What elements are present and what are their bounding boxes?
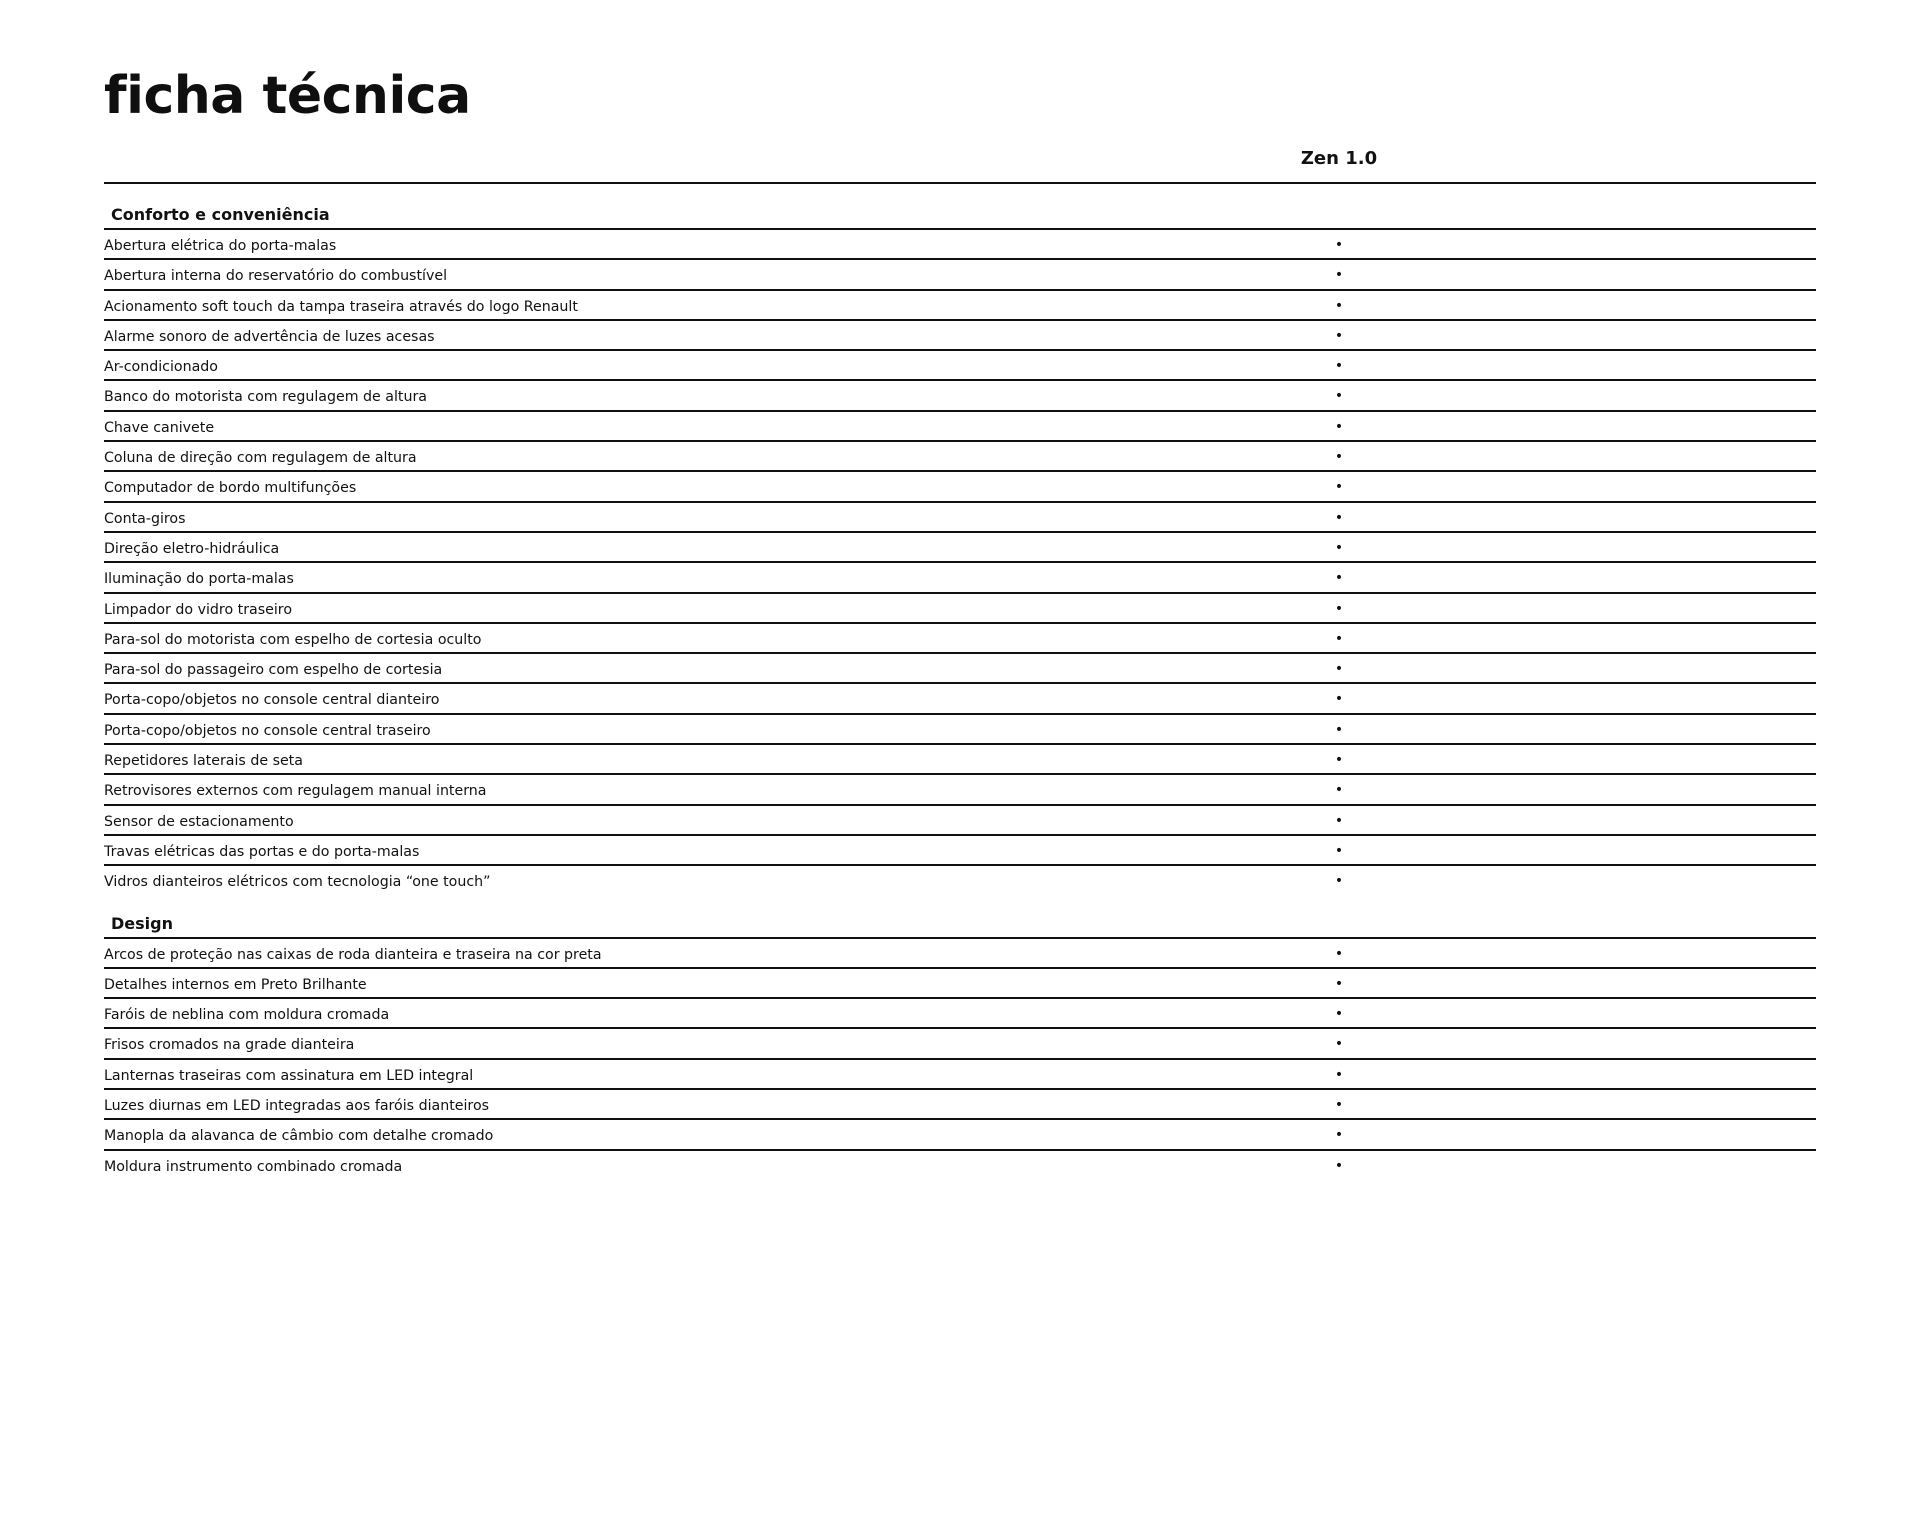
spec-row: [104, 291, 1816, 321]
spec-label: Retrovisores externos com regulagem manual interna: [104, 783, 487, 800]
spec-availability-bullet: •: [1334, 782, 1344, 799]
spec-label: Ar-condicionado: [104, 359, 218, 376]
spec-availability-bullet: •: [1334, 812, 1344, 829]
spec-availability-bullet: •: [1334, 1127, 1344, 1144]
spec-availability-bullet: •: [1334, 600, 1344, 617]
spec-availability-bullet: •: [1334, 237, 1344, 253]
spec-availability-bullet: •: [1334, 1066, 1344, 1083]
section-title: Conforto e conveniência: [104, 198, 1816, 230]
spec-availability-bullet: •: [1334, 873, 1344, 890]
spec-row: [104, 1029, 1816, 1059]
spec-label: Direção eletro-hidráulica: [104, 540, 280, 557]
spec-availability-bullet: •: [1334, 661, 1344, 678]
spec-row: [104, 715, 1816, 745]
spec-label: Alarme sonoro de advertência de luzes acesas: [104, 328, 435, 345]
spec-row: [104, 533, 1816, 563]
spec-section: [104, 907, 1816, 1179]
spec-availability-bullet: •: [1334, 570, 1344, 587]
spec-row: [104, 472, 1816, 502]
spec-label: Porta-copo/objetos no console central traseiro: [104, 722, 431, 739]
spec-label: Abertura elétrica do porta-malas: [104, 238, 337, 254]
spec-availability-bullet: •: [1334, 1036, 1344, 1053]
spec-row: [104, 1151, 1816, 1179]
spec-label: Abertura interna do reservatório do combustível: [104, 268, 448, 285]
spec-label: Detalhes internos em Preto Brilhante: [104, 976, 367, 993]
spec-label: Lanternas traseiras com assinatura em LED integral: [104, 1067, 474, 1084]
spec-row: [104, 594, 1816, 624]
spec-label: Arcos de proteção nas caixas de roda dianteira e traseira na cor preta: [104, 946, 602, 963]
spec-availability-bullet: •: [1334, 539, 1344, 556]
spec-availability-bullet: •: [1334, 1157, 1344, 1174]
spec-availability-bullet: •: [1334, 842, 1344, 859]
spec-row: [104, 684, 1816, 714]
spec-label: Moldura instrumento combinado cromada: [104, 1158, 403, 1175]
spec-row: [104, 563, 1816, 593]
spec-label: Conta-giros: [104, 510, 186, 527]
spec-row: [104, 230, 1816, 260]
spec-row: [104, 745, 1816, 775]
page-title: ficha técnica: [104, 66, 471, 126]
spec-label: Iluminação do porta-malas: [104, 571, 294, 588]
spec-label: Luzes diurnas em LED integradas aos faróis dianteiros: [104, 1098, 490, 1115]
spec-section: [104, 198, 1816, 895]
spec-row: [104, 624, 1816, 654]
spec-row: [104, 1090, 1816, 1120]
spec-row: [104, 412, 1816, 442]
spec-label: Manopla da alavanca de câmbio com detalhe cromado: [104, 1128, 494, 1145]
spec-availability-bullet: •: [1334, 418, 1344, 435]
spec-row: [104, 775, 1816, 805]
spec-availability-bullet: •: [1334, 752, 1344, 769]
spec-label: Para-sol do passageiro com espelho de cortesia: [104, 662, 443, 679]
spec-label: Sensor de estacionamento: [104, 813, 294, 830]
spec-availability-bullet: •: [1334, 327, 1344, 344]
spec-row: [104, 806, 1816, 836]
spec-availability-bullet: •: [1334, 945, 1344, 962]
spec-availability-bullet: •: [1334, 267, 1344, 284]
spec-label: Porta-copo/objetos no console central dianteiro: [104, 692, 440, 709]
spec-label: Travas elétricas das portas e do porta-malas: [104, 843, 420, 860]
spec-row: [104, 351, 1816, 381]
spec-row: [104, 1120, 1816, 1150]
spec-row: [104, 866, 1816, 894]
spec-row: [104, 969, 1816, 999]
spec-availability-bullet: •: [1334, 388, 1344, 405]
spec-label: Limpador do vidro traseiro: [104, 601, 292, 618]
spec-availability-bullet: •: [1334, 691, 1344, 708]
spec-row: [104, 999, 1816, 1029]
spec-label: Repetidores laterais de seta: [104, 753, 303, 770]
spec-availability-bullet: •: [1334, 479, 1344, 496]
spec-label: Frisos cromados na grade dianteira: [104, 1037, 355, 1054]
spec-row: [104, 381, 1816, 411]
spec-label: Acionamento soft touch da tampa traseira através do logo Renault: [104, 298, 578, 315]
spec-label: Para-sol do motorista com espelho de cortesia oculto: [104, 631, 482, 648]
spec-row: [104, 939, 1816, 969]
spec-availability-bullet: •: [1334, 449, 1344, 466]
spec-availability-bullet: •: [1334, 1097, 1344, 1114]
spec-row: [104, 321, 1816, 351]
column-header-version: Zen 1.0: [1300, 148, 1378, 169]
spec-availability-bullet: •: [1334, 297, 1344, 314]
spec-table: [104, 198, 1816, 1179]
spec-row: [104, 836, 1816, 866]
spec-label: Vidros dianteiros elétricos com tecnologia “one touch”: [104, 874, 491, 891]
spec-availability-bullet: •: [1334, 721, 1344, 738]
spec-row: [104, 654, 1816, 684]
spec-availability-bullet: •: [1334, 509, 1344, 526]
spec-label: Coluna de direção com regulagem de altura: [104, 450, 417, 467]
spec-row: [104, 442, 1816, 472]
spec-availability-bullet: •: [1334, 630, 1344, 647]
spec-row: [104, 260, 1816, 290]
section-title: Design: [104, 907, 1816, 939]
spec-availability-bullet: •: [1334, 358, 1344, 375]
spec-label: Chave canivete: [104, 419, 215, 436]
spec-label: Banco do motorista com regulagem de altura: [104, 389, 428, 406]
spec-label: Computador de bordo multifunções: [104, 480, 357, 497]
spec-row: [104, 503, 1816, 533]
spec-availability-bullet: •: [1334, 1006, 1344, 1023]
spec-label: Faróis de neblina com moldura cromada: [104, 1007, 390, 1024]
spec-availability-bullet: •: [1334, 975, 1344, 992]
spec-row: [104, 1060, 1816, 1090]
header-divider: [104, 182, 1816, 184]
